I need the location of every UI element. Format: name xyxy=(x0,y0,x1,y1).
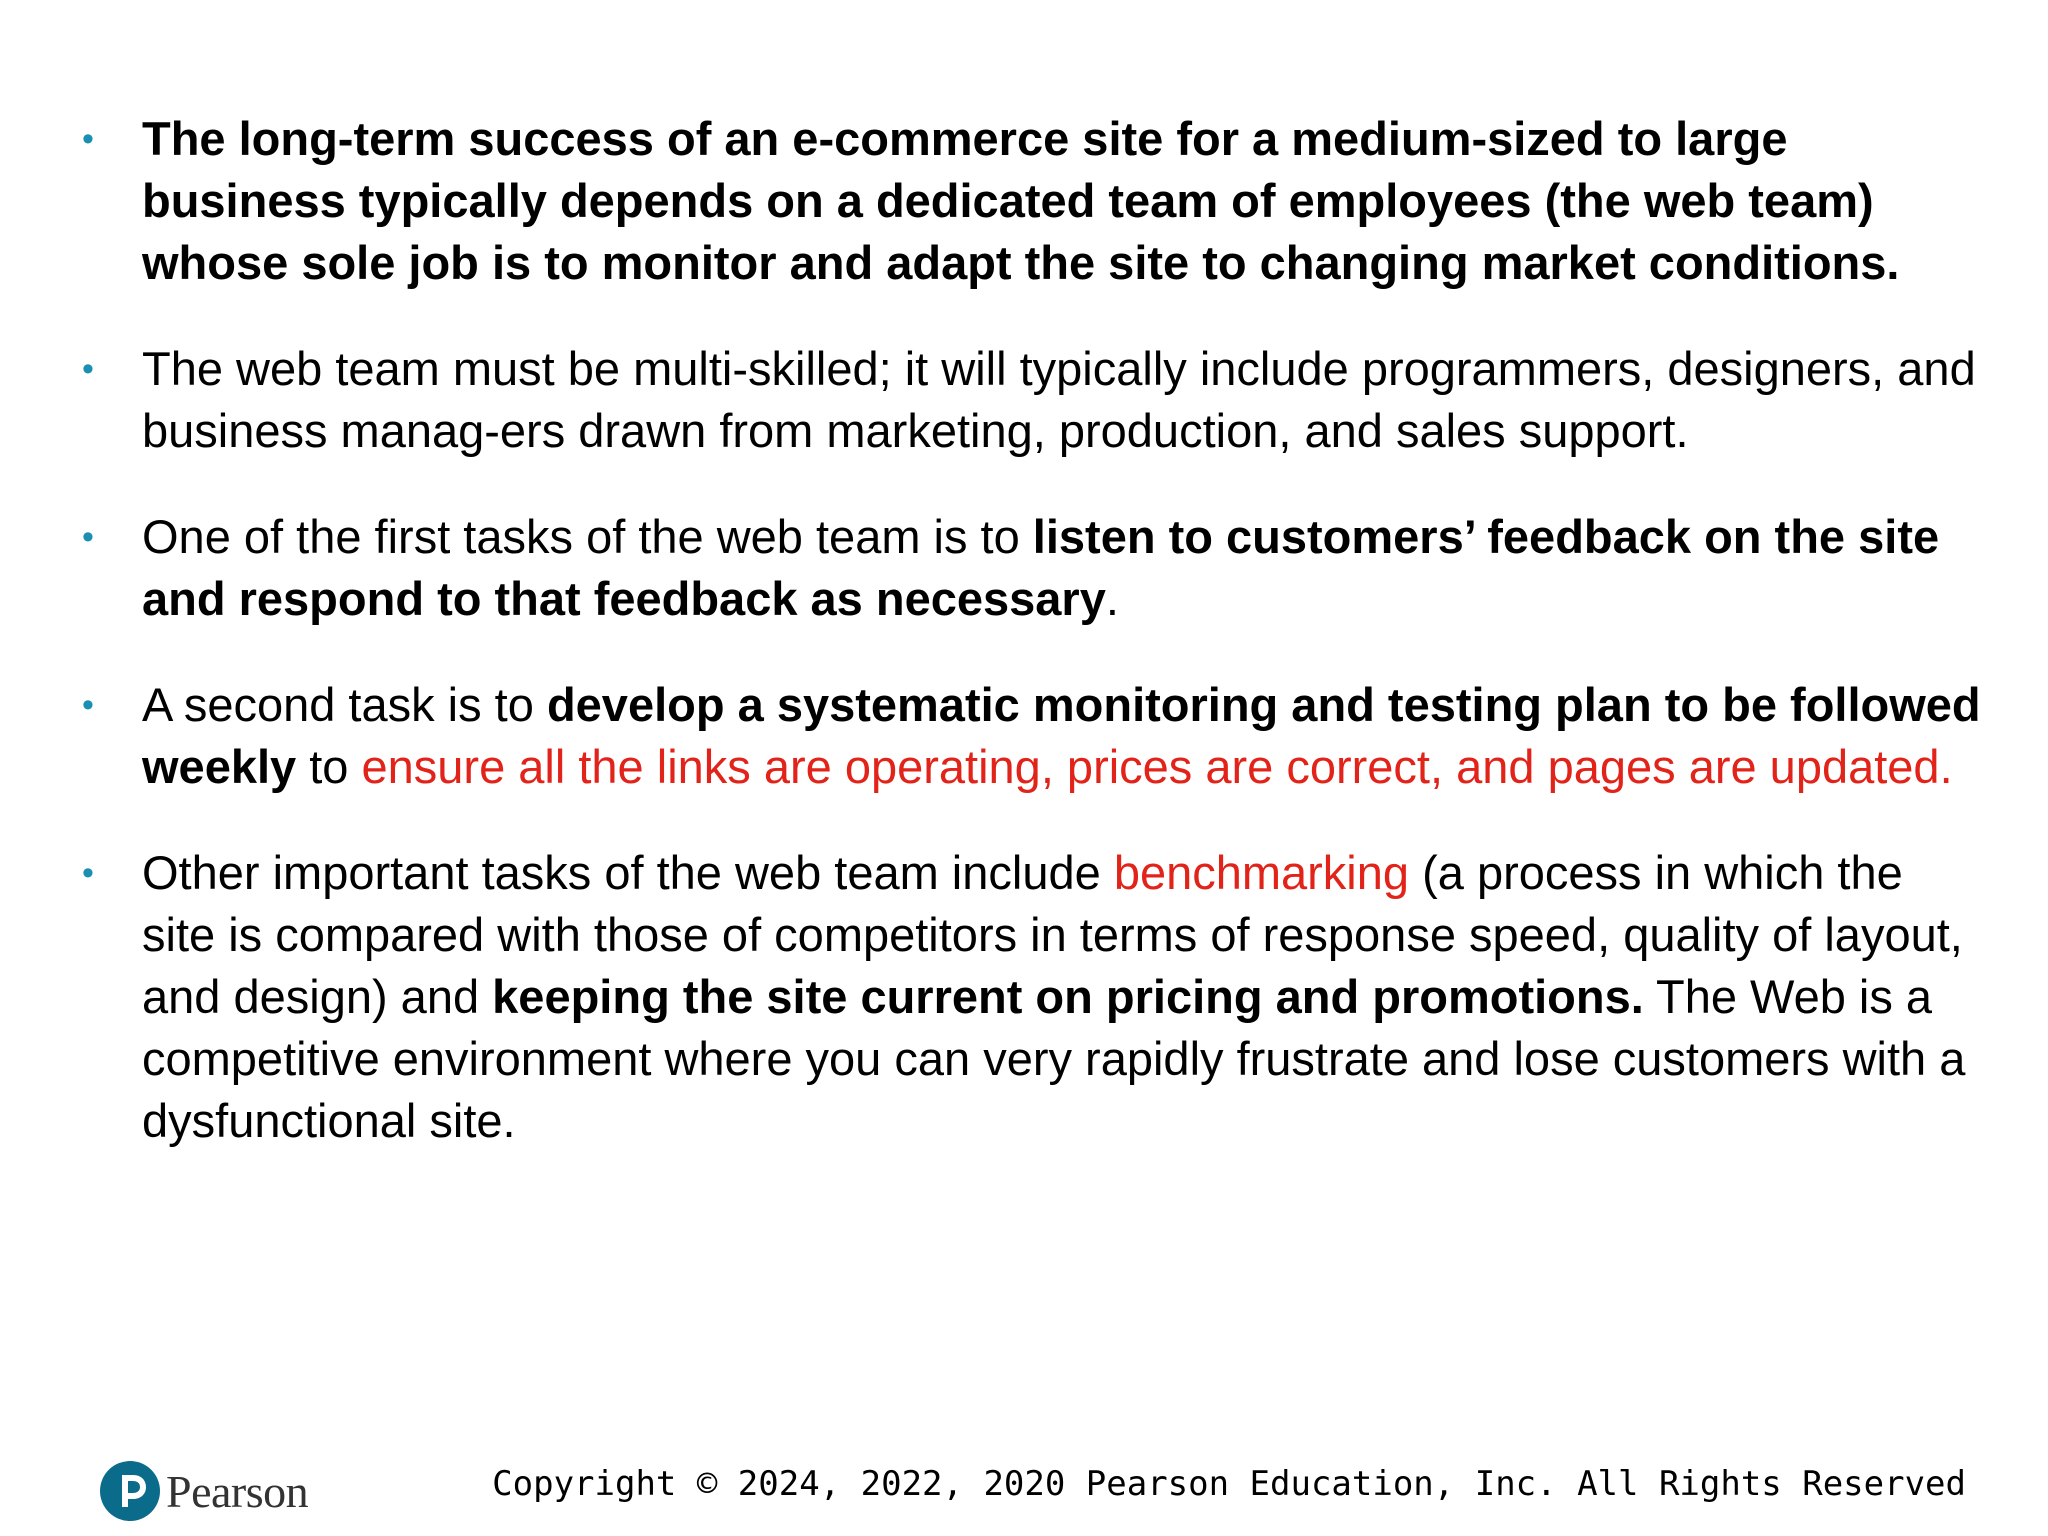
bullet-dot-icon: • xyxy=(82,518,94,556)
bullet-text xyxy=(142,846,1965,1147)
copyright-notice: Copyright © 2024, 2022, 2020 Pearson Education, Inc. All Rights Reserved xyxy=(492,1464,1966,1504)
bullet-item xyxy=(82,506,1982,630)
bullet-dot-icon: • xyxy=(82,120,94,158)
pearson-logo-text: Pearson xyxy=(166,1465,309,1517)
text-segment: . xyxy=(1105,572,1119,625)
text-segment: Other important tasks of the web team include xyxy=(142,846,1114,899)
text-segment: to xyxy=(296,740,362,793)
bullet-item xyxy=(82,108,1982,294)
bullet-dot-icon: • xyxy=(82,686,94,724)
text-segment: keeping the site current on pricing and promotions. xyxy=(492,970,1644,1023)
text-segment: The web team must be multi-skilled; it will typically include programmers, designers, and business manag-ers drawn from marketing, production, and sales support. xyxy=(142,342,1976,457)
bullet-dot-icon: • xyxy=(82,854,94,892)
bullet-dot-icon: • xyxy=(82,350,94,388)
bullet-item xyxy=(82,338,1982,462)
text-segment: develop a systematic monitoring and testing plan to be followed weekly xyxy=(142,678,1981,793)
bullet-text xyxy=(142,112,1899,289)
bullet-item xyxy=(82,674,1982,798)
text-segment: benchmarking xyxy=(1113,846,1410,899)
slide-content xyxy=(82,108,1982,1196)
text-segment: The Web is a competitive environment where you can very rapidly frustrate and lose customers with a dysfunctional site. xyxy=(142,970,1966,1147)
pearson-p-logo-icon xyxy=(100,1461,160,1521)
bullet-item xyxy=(82,842,1982,1152)
text-segment: The long-term success of an e-commerce site for a medium-sized to large business typically depends on a dedicated team of employees (the web team) whose sole job is to monitor and adapt the site to changing market conditions. xyxy=(142,112,1900,289)
bullet-text xyxy=(142,510,1939,625)
text-segment: A second task is to xyxy=(142,678,547,731)
text-segment: One of the first tasks of the web team is to xyxy=(142,510,1033,563)
text-segment: listen to customers’ feedback on the site and respond to that feedback as necessary xyxy=(142,510,1940,625)
pearson-logo xyxy=(100,1460,308,1522)
text-segment: ensure all the links are operating, prices are correct, and pages are updated. xyxy=(361,740,1953,793)
bullet-text xyxy=(142,342,1976,457)
bullet-text xyxy=(142,678,1981,793)
text-segment: (a process in which the site is compared with those of competitors in terms of response speed, quality of layout, and design) and xyxy=(142,846,1963,1023)
